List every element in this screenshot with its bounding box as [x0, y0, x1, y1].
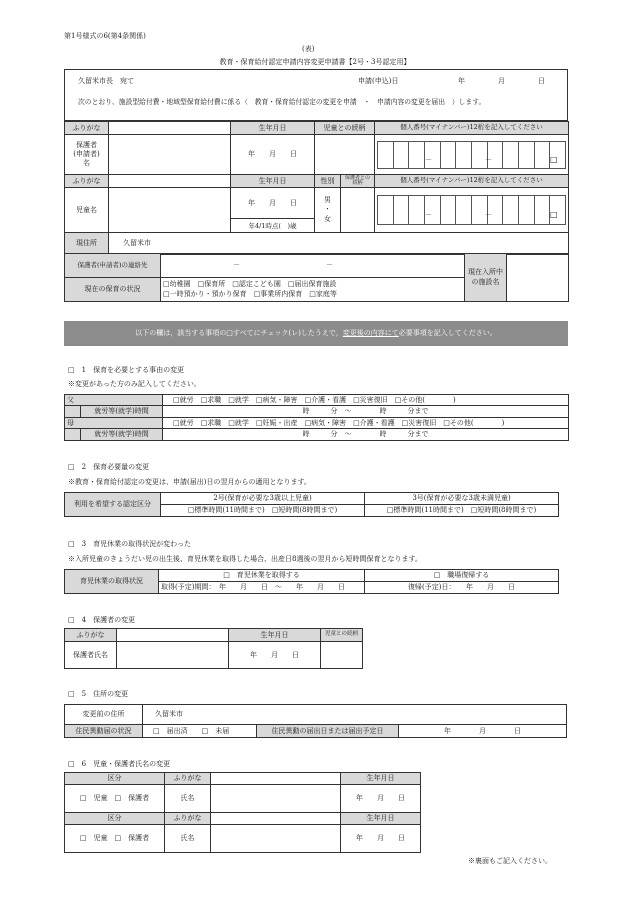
apply-date-label: 申請(申込)日 — [358, 77, 399, 85]
s6-name-label-1: 氏名 — [165, 785, 211, 813]
child-furigana-input[interactable] — [109, 175, 231, 188]
s6-birth-input-2[interactable]: 年 月 日 — [341, 825, 421, 853]
s6-birth-label-1: 生年月日 — [341, 773, 421, 785]
instruction-banner: 以下の欄は，該当する事項の□すべてにチェック(レ)したうえで， 変更後の内容にて 必要事項を記入してください。 — [64, 321, 568, 346]
s6-category-label-1: 区分 — [65, 773, 165, 785]
s2-note: ※教育・保育給付認定の変更は、申請(届出)日の翌月からの適用となります。 — [68, 478, 311, 486]
relation-label: 児童との続柄 — [315, 122, 375, 135]
s6-category-options-2[interactable]: □ 児童 □ 保護者 — [65, 825, 165, 853]
mynumber-check-2[interactable]: □ — [550, 210, 558, 219]
mother-label: 母 — [65, 417, 163, 428]
s6-category-label-2: 区分 — [65, 813, 165, 825]
leave-return[interactable]: □ 職場復帰する — [365, 570, 559, 582]
s1-title[interactable]: □ 1 保育を必要とする事由の変更 — [68, 366, 185, 374]
childcare-status-label: 現在の保育の状況 — [65, 278, 161, 302]
gender-label: 性別 — [315, 175, 341, 188]
child-birth-label: 生年月日 — [231, 175, 315, 188]
page-title: 教育・保育給付認定申請内容変更申請書【2号・3号認定用】 — [219, 58, 411, 66]
guardian-birth-label: 生年月日 — [231, 122, 315, 135]
s6-table — [64, 772, 421, 853]
s4-birth-label: 生年月日 — [229, 629, 321, 642]
old-address-label: 変更前の住所 — [65, 705, 143, 725]
footer-note: ※裏面もご記入ください。 — [468, 857, 552, 865]
address-input[interactable]: 久留米市 — [109, 233, 569, 255]
guardian-mynumber-input[interactable] — [375, 135, 569, 175]
child-mynumber-label: 個人番号(マイナンバー)12桁を記入してください — [375, 175, 569, 188]
current-facility-input[interactable] — [507, 254, 569, 302]
contact-label: 保護者(申請者)の連絡先 — [65, 254, 161, 278]
s6-birth-label-2: 生年月日 — [341, 813, 421, 825]
mynumber-label: 個人番号(マイナンバー)12桁を記入してください — [375, 122, 569, 135]
mynumber-check-1[interactable]: □ — [550, 155, 558, 164]
gender-input[interactable]: 男 ・ 女 — [315, 188, 341, 233]
s1-note: ※変更があった方のみ記入してください。 — [68, 380, 201, 388]
relation-input[interactable] — [315, 135, 375, 175]
father-label: 父 — [65, 395, 163, 406]
s5-table — [64, 704, 567, 738]
father-hours-input[interactable]: 時 分 ～ 時 分まで — [163, 406, 569, 417]
apply-day[interactable]: 日 — [538, 77, 545, 85]
apply-year[interactable]: 年 — [458, 77, 465, 85]
s6-furigana-input-2[interactable] — [211, 813, 341, 825]
s3-note: ※入所児童のきょうだい児の出生後、育児休業を取得した場合、出産日8週後の翌月から短時間保育となります。 — [68, 555, 422, 563]
resident-status-label: 住民異動届の状況 — [65, 725, 143, 738]
leave-return-date[interactable]: 復帰(予定)日： 年 月 日 — [365, 582, 559, 594]
contact-table — [64, 253, 569, 302]
form-number: 第1号様式の6(第4条関係) — [64, 32, 146, 40]
mother-reasons[interactable]: □就労 □求職 □就学 □妊娠・出産 □病気・障害 □介護・看護 □災害復旧 □その他( ) — [163, 417, 569, 428]
father-reasons[interactable]: □就労 □求職 □就学 □病気・障害 □介護・看護 □災害復旧 □その他( ) — [163, 395, 569, 406]
addressee: 久留米市長 宛て — [78, 77, 134, 85]
mynumber-dash-1: － — [425, 156, 432, 164]
s3-title[interactable]: □ 3 育児休業の取得状況が変わった — [68, 540, 191, 548]
father-hours-label: 就労等(就学)時間 — [81, 406, 163, 417]
mynumber-dash-2: － — [485, 156, 492, 164]
apply-month[interactable]: 月 — [498, 77, 505, 85]
child-name-input[interactable] — [109, 188, 231, 233]
s5-title[interactable]: □ 5 住所の変更 — [68, 690, 129, 698]
s4-name-label: 保護者氏名 — [65, 642, 117, 669]
s6-title[interactable]: □ 6 児童・保護者氏名の変更 — [68, 760, 171, 768]
childcare-status-options[interactable]: □幼稚園 □保育所 □認定こども園 □届出保育施設 □一時預かり・預かり保育 □事業所内保育 □家庭等 — [161, 278, 465, 302]
leave-take[interactable]: □ 育児休業を取得する — [159, 570, 365, 582]
page-side: (表) — [302, 45, 315, 53]
address-label: 現住所 — [65, 233, 109, 255]
cert2-label: 2号(保育が必要な3歳以上児童) — [161, 493, 365, 505]
header-box — [64, 69, 568, 121]
s6-category-options-1[interactable]: □ 児童 □ 保護者 — [65, 785, 165, 813]
s6-furigana-input-1[interactable] — [211, 773, 341, 785]
s6-name-input-2[interactable] — [211, 825, 341, 853]
move-date-label: 住民異動の届出日または届出予定日 — [257, 725, 399, 738]
s2-table — [64, 492, 559, 517]
guardian-name-input[interactable] — [109, 135, 231, 175]
cert2-options[interactable]: □標準時間(11時間まで) □短時間(8時間まで) — [161, 505, 365, 517]
current-facility-label: 現在入所中の施設名 — [465, 254, 507, 302]
s3-table — [64, 569, 559, 594]
guardian-relation-input[interactable] — [341, 188, 375, 233]
guardian-furigana-label: ふりがな — [65, 122, 109, 135]
s4-furigana-input[interactable] — [117, 629, 229, 642]
mynumber-dash-4: － — [485, 211, 492, 219]
cert3-label: 3号(保育が必要な3歳未満児童) — [365, 493, 559, 505]
s6-furigana-label-2: ふりがな — [165, 813, 211, 825]
s4-table — [64, 628, 363, 669]
cert3-options[interactable]: □標準時間(11時間まで) □短時間(8時間まで) — [365, 505, 559, 517]
guardian-furigana-input[interactable] — [109, 122, 231, 135]
s4-name-input[interactable] — [117, 642, 229, 669]
s2-title[interactable]: □ 2 保育必要量の変更 — [68, 463, 150, 471]
s4-relation-input[interactable] — [321, 642, 363, 669]
old-address-input[interactable]: 久留米市 — [143, 705, 567, 725]
applicant-table — [64, 121, 569, 255]
guardian-relation-label: 保護者との続柄 — [341, 175, 375, 188]
s6-name-input-1[interactable] — [211, 785, 341, 813]
s4-birth-input[interactable]: 年 月 日 — [229, 642, 321, 669]
s1-table — [64, 394, 569, 441]
mother-hours-input[interactable]: 時 分 ～ 時 分まで — [163, 429, 569, 440]
s4-relation-label: 児童との続柄 — [321, 629, 363, 642]
guardian-birth-input[interactable]: 年 月 日 — [231, 135, 315, 175]
leave-period[interactable]: 取得(予定)期間： 年 月 日 ～ 年 月 日 — [159, 582, 365, 594]
s6-name-label-2: 氏名 — [165, 825, 211, 853]
resident-status-options[interactable]: □ 届出済 □ 未届 — [143, 725, 257, 738]
desired-cert-label: 利用を希望する認定区分 — [65, 493, 161, 517]
mother-hours-label: 就労等(就学)時間 — [81, 429, 163, 440]
s4-furigana-label: ふりがな — [65, 629, 117, 642]
guardian-name-label: 保護者 (申請者) 名 — [65, 135, 109, 175]
child-birth-input[interactable]: 年 月 日 年4/1時点( )歳 — [231, 188, 315, 233]
move-date-input[interactable]: 年 月 日 — [399, 725, 567, 738]
leave-label: 育児休業の取得状況 — [65, 570, 159, 594]
s6-furigana-label-1: ふりがな — [165, 773, 211, 785]
child-furigana-label: ふりがな — [65, 175, 109, 188]
contact-input[interactable]: － － — [161, 254, 465, 278]
mynumber-dash-3: － — [425, 211, 432, 219]
child-mynumber-input[interactable] — [375, 188, 569, 233]
intro-text: 次のとおり、施設型給付費・地域型保育給付費に係る（ 教育・保育給付認定の変更を申請 ・ 申請内容の変更を届出 ）します。 — [78, 98, 486, 106]
s6-birth-input-1[interactable]: 年 月 日 — [341, 785, 421, 813]
child-name-label: 児童名 — [65, 188, 109, 233]
s4-title[interactable]: □ 4 保護者の変更 — [68, 616, 136, 624]
